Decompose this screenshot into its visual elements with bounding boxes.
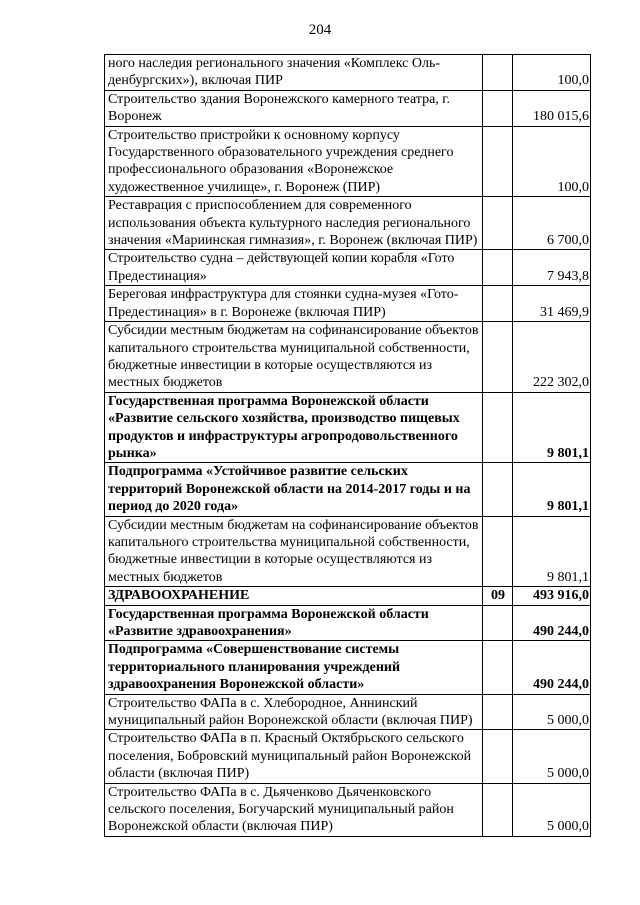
budget-table-body [105, 55, 591, 837]
amount-cell: 6 700,0 [513, 197, 591, 250]
section-code-cell [483, 90, 513, 126]
amount-cell: 5 000,0 [513, 730, 591, 783]
table-row [105, 392, 591, 463]
amount-cell: 7 943,8 [513, 250, 591, 286]
item-name-cell: Государственная программа Воронежской области «Развитие сельского хозяйства, производство пищевых продуктов и инфраструктуры агропродовольственного рынка» [105, 392, 483, 463]
table-row [105, 197, 591, 250]
amount-cell: 5 000,0 [513, 694, 591, 730]
section-code-cell [483, 197, 513, 250]
amount-cell: 5 000,0 [513, 783, 591, 836]
section-code-cell: 09 [483, 587, 513, 605]
section-code-cell [483, 126, 513, 197]
item-name-cell: Береговая инфраструктура для стоянки судна-музея «Гото-Предестинация» в г. Воронеже (включая ПИР) [105, 286, 483, 322]
amount-cell: 9 801,1 [513, 463, 591, 516]
table-row [105, 55, 591, 91]
amount-cell: 9 801,1 [513, 516, 591, 587]
item-name-cell: Строительство ФАПа в п. Красный Октябрьского сельского поселения, Бобровский муниципальный район Воронежской области (включая ПИР) [105, 730, 483, 783]
item-name-cell: Строительство ФАПа в с. Хлебородное, Аннинский муниципальный район Воронежской области (включая ПИР) [105, 694, 483, 730]
amount-cell: 9 801,1 [513, 392, 591, 463]
item-name-cell: Субсидии местным бюджетам на софинансирование объектов капитального строительства муниципальной собственности, бюджетные инвестиции в которые осуществляются из местных бюджетов [105, 322, 483, 393]
page-number: 204 [308, 22, 332, 38]
item-name-cell: Строительство судна – действующей копии корабля «Гото Предестинация» [105, 250, 483, 286]
table-row [105, 730, 591, 783]
section-code-cell [483, 783, 513, 836]
amount-cell: 180 015,6 [513, 90, 591, 126]
table-row [105, 126, 591, 197]
table-row [105, 783, 591, 836]
amount-cell: 493 916,0 [513, 587, 591, 605]
item-name-cell: Подпрограмма «Устойчивое развитие сельских территорий Воронежской области на 2014-2017 годы и на период до 2020 года» [105, 463, 483, 516]
section-code-cell [483, 250, 513, 286]
table-row [105, 516, 591, 587]
item-name-cell: Строительство ФАПа в с. Дьяченково Дьяченковского сельского поселения, Богучарский муниципальный район Воронежской области (включая ПИР) [105, 783, 483, 836]
section-code-cell [483, 392, 513, 463]
table-row [105, 286, 591, 322]
table-row [105, 587, 591, 605]
amount-cell: 490 244,0 [513, 641, 591, 694]
table-row [105, 605, 591, 641]
section-code-cell [483, 463, 513, 516]
amount-cell: 100,0 [513, 126, 591, 197]
item-name-cell: ного наследия регионального значения «Комплекс Оль-денбургских»), включая ПИР [105, 55, 483, 91]
item-name-cell: Подпрограмма «Совершенствование системы территориального планирования учреждений здравоохранения Воронежской области» [105, 641, 483, 694]
section-code-cell [483, 605, 513, 641]
section-code-cell [483, 286, 513, 322]
section-code-cell [483, 730, 513, 783]
budget-table [104, 54, 591, 837]
table-row [105, 90, 591, 126]
item-name-cell: Строительство здания Воронежского камерного театра, г. Воронеж [105, 90, 483, 126]
table-row [105, 250, 591, 286]
amount-cell: 490 244,0 [513, 605, 591, 641]
item-name-cell: Строительство пристройки к основному корпусу Государственного образовательного учреждения среднего профессионального образования «Воронежское художественное училище», г. Воронеж (ПИР) [105, 126, 483, 197]
amount-cell: 100,0 [513, 55, 591, 91]
item-name-cell: ЗДРАВООХРАНЕНИЕ [105, 587, 483, 605]
item-name-cell: Реставрация с приспособлением для современного использования объекта культурного наследия регионального значения «Мариинская гимназия», г. Воронеж (включая ПИР) [105, 197, 483, 250]
section-code-cell [483, 322, 513, 393]
table-row [105, 463, 591, 516]
item-name-cell: Государственная программа Воронежской области «Развитие здравоохранения» [105, 605, 483, 641]
amount-cell: 31 469,9 [513, 286, 591, 322]
section-code-cell [483, 641, 513, 694]
table-row [105, 322, 591, 393]
section-code-cell [483, 55, 513, 91]
table-row [105, 641, 591, 694]
item-name-cell: Субсидии местным бюджетам на софинансирование объектов капитального строительства муниципальной собственности, бюджетные инвестиции в которые осуществляются из местных бюджетов [105, 516, 483, 587]
table-row [105, 694, 591, 730]
section-code-cell [483, 694, 513, 730]
amount-cell: 222 302,0 [513, 322, 591, 393]
section-code-cell [483, 516, 513, 587]
